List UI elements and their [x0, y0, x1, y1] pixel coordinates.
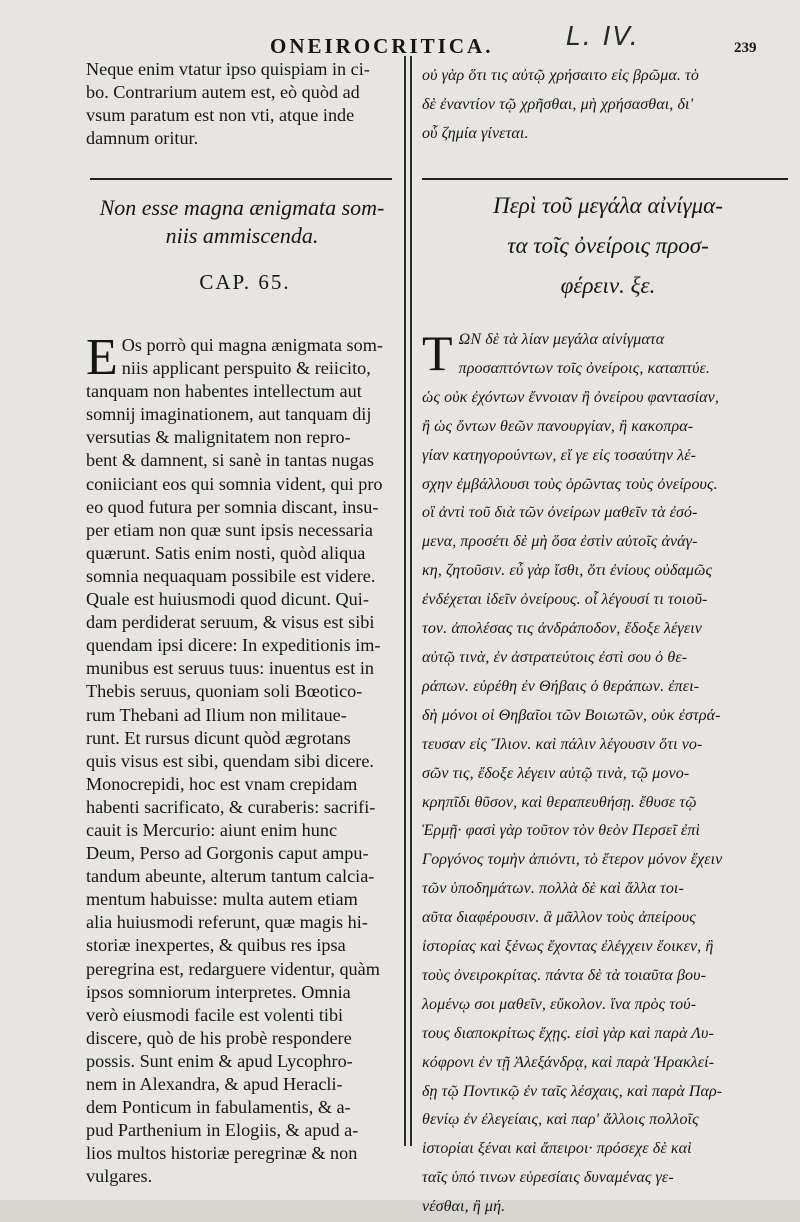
text-line: munibus est seruus tuus: inuentus est in — [86, 658, 374, 679]
text-line: mentum habuisse: multa autem etiam — [86, 889, 358, 910]
text-line: τευσαν εἰς Ἴλιον. καὶ πάλιν λέγουσιν ὅτι νο- — [422, 735, 703, 753]
text-line: Γοργόνος τομὴν ἀπιόντι, τὸ ἕτερον μόνον ἔχειν — [422, 851, 723, 869]
text-line: κόφρονι ἐν τῇ Ἀλεξάνδρᾳ, καὶ παρὰ Ἡρακλεί- — [422, 1053, 715, 1071]
latin-top-paragraph — [86, 58, 394, 150]
text-line: ἐνδέχεται ἰδεῖν ὀνείρους. οἷ λέγουσί τι τοιοῦ- — [422, 591, 708, 609]
text-line: αῦτα διαφέρουσιν. ἃ μᾶλλον τοὺς ἀπείρους — [422, 909, 696, 927]
text-line: quis visus est sibi, quendam sibi dicere. — [86, 750, 374, 771]
text-line: αὐτῷ τινὰ, ἐν ἀστρατεύτοις ἐστὶ σου ὁ θε- — [422, 648, 688, 666]
text-line: προσαπτόντων τοῖς ὀνείροις, καταπτύε. — [458, 359, 711, 377]
chapter-number: CAP. 65. — [199, 270, 291, 294]
text-line: per etiam non quæ sunt ipsis necessaria — [86, 519, 373, 540]
text-line: ράπων. εὑρέθη ἐν Θήβαις ὁ θεράπων. ἐπει- — [422, 677, 700, 695]
text-line: bo. Contrarium autem est, eò quòd ad — [86, 82, 360, 103]
text-line: Neque enim vtatur ipso quispiam in ci- — [86, 59, 370, 79]
text-line: somnij imaginationem, aut tanquam dij — [86, 404, 372, 425]
text-line: versutias & malignitatem non repro- — [86, 427, 351, 448]
text-line: δῃ τῷ Ποντικῷ ἐν ταῖς λέσχαις, καὶ παρὰ Παρ- — [422, 1082, 723, 1100]
drop-cap: E — [86, 329, 118, 386]
latin-chapter-heading — [92, 194, 392, 250]
text-line: σῶν τις, ἔδοξε λέγειν αὐτῷ τινὰ, τῷ μονο- — [422, 764, 690, 782]
text-line: δὲ ἐναντίον τῷ χρῆσθαι, μὴ χρήσασθαι, δι' — [422, 95, 694, 113]
text-line: eo quod futura per somnia discant, insu- — [86, 496, 379, 517]
page-number: 239 — [734, 40, 757, 56]
text-line: ἱστορίαι ξέναι καὶ ἄπειροι· πρόσεχε δὲ καὶ — [422, 1140, 692, 1158]
text-line: pud Parthenium in Elogiis, & apud a- — [86, 1120, 359, 1141]
text-line: κη, ζητοῦσιν. εὖ γὰρ ἴσθι, ὅτι ἐνίους οὐδαμῶς — [422, 562, 713, 580]
text-line: vsum paratum est non vti, atque inde — [86, 105, 355, 126]
text-line: ἢ ὡς ὄντων θεῶν πανουργίαν, ἢ κακοπρα- — [422, 417, 694, 435]
column-divider — [404, 56, 412, 1146]
text-line: cauit is Mercurio: aiunt enim hunc — [86, 819, 338, 840]
text-line: alia huiusmodi referunt, quæ magis hi- — [86, 912, 368, 933]
text-line: τους διαποκρίτως ἔχῃς. εἰσὶ γὰρ καὶ παρὰ Λυ- — [422, 1024, 714, 1042]
text-line: Thebis seruus, quoniam soli Bœotico- — [86, 681, 363, 702]
text-line: peregrina est, redarguere videntur, quàm — [86, 958, 380, 979]
text-line: κρηπῖδι θῦσον, καὶ θεραπευθήσῃ. ἔθυσε τῷ — [422, 793, 697, 811]
text-line: ΩΝ δὲ τὰ λίαν μεγάλα αἰνίγματα — [458, 331, 665, 348]
text-line: tanquam non habentes intellectum aut — [86, 381, 362, 402]
text-line: quærunt. Satis enim nosti, quòd aliqua — [86, 542, 366, 563]
text-line: vulgares. — [86, 1166, 153, 1187]
heading-line: Non esse magna ænigmata som- — [99, 195, 385, 220]
text-line: storiæ inexpertes, & quibus res ipsa — [86, 935, 346, 956]
text-line: Monocrepidi, hoc est vnam crepidam — [86, 773, 358, 794]
text-line: οἳ ἀντὶ τοῦ διὰ τῶν ὀνείρων μαθεῖν τὰ ἐσό- — [422, 504, 698, 522]
text-line: habenti sacrificato, & curaberis: sacrifi- — [86, 796, 376, 817]
text-line: quendam ipsi dicere: In expeditionis im- — [86, 635, 381, 656]
handwritten-note: L. IV. — [566, 22, 640, 52]
text-line: rum Thebani ad Ilium non militaue- — [86, 704, 347, 725]
text-line: possis. Sunt enim & apud Lycophro- — [86, 1050, 353, 1071]
text-line: νέσθαι, ἢ μή. — [422, 1198, 506, 1216]
text-line: τον. ἀπολέσας τις ἀνδράποδον, ἔδοξε λέγειν — [422, 620, 702, 638]
text-line: τῶν ὑποδημάτων. πολλὰ δὲ καὶ ἄλλα τοι- — [422, 880, 684, 898]
text-line: discere, quò de his probè respondere — [86, 1027, 352, 1048]
text-line: damnum oritur. — [86, 128, 199, 149]
text-line: bent & damnent, si sanè in tantas nugas — [86, 450, 374, 471]
text-line: ὡς οὐκ ἐχόντων ἔννοιαν ἢ ὀνείρου φαντασίαν, — [422, 388, 719, 406]
greek-body-text — [422, 325, 794, 1216]
text-line: ἱστορίας καὶ ξένως ἔχοντας ἐλέγχειν ἔοικεν, ἢ — [422, 938, 714, 956]
text-line: τοὺς ὀνειροκρίτας. πάντα δὲ τὰ τοιαῦτα βου- — [422, 966, 707, 984]
running-title: ONEIROCRITICA. — [270, 34, 494, 58]
text-line: coniiciant eos qui somnia vident, qui pro — [86, 473, 383, 494]
heading-line: niis ammiscenda. — [165, 223, 319, 248]
text-line: lios multos historiæ peregrinæ & non — [86, 1143, 358, 1164]
text-line: γίαν κατηγορούντων, εἴ γε εἰς τοσαύτην λέ- — [422, 446, 697, 464]
text-line: Quale est huiusmodi quod dicunt. Qui- — [86, 589, 369, 610]
text-line: ταῖς ὑπό τινων εὑρεσίαις δυναμένας γε- — [422, 1169, 674, 1187]
text-line: dem Ponticum in fabulamentis, & a- — [86, 1097, 351, 1118]
text-line: μενα, προσέτι δὲ μὴ ὅσα ἐστὶν αὐτοῖς ἀνάγ- — [422, 533, 698, 551]
text-line: verò eiusmodi facile est volenti tibi — [86, 1004, 344, 1025]
text-line: δὴ μόνοι οἱ Θηβαῖοι τῶν Βοιωτῶν, οὐκ ἐστρά- — [422, 706, 721, 724]
text-line: Deum, Perso ad Gorgonis caput ampu- — [86, 843, 369, 864]
text-line: nem in Alexandra, & apud Heracli- — [86, 1074, 343, 1094]
text-line: niis applicant perspuito & reiicito, — [121, 358, 371, 379]
text-line: somnia nequaquam possibile est videre. — [86, 565, 376, 586]
text-line: ipsos somniorum interpretes. Omnia — [86, 981, 351, 1002]
text-line: Os porrò qui magna ænigmata som- — [121, 335, 383, 355]
text-line: σχην ἐμβάλλουσι τοὺς ὁρῶντας τοὺς ὀνείρους. — [422, 475, 718, 493]
section-rule-greek — [422, 178, 788, 180]
text-line: tandum abeunte, alterum tantum calcia- — [86, 866, 375, 887]
text-line: οὗ ζημία γίνεται. — [422, 124, 529, 142]
text-line: θενίῳ ἐν ἐλεγείαις, καὶ παρ' ἄλλοις πολλοῖς — [422, 1111, 699, 1129]
section-rule-latin — [90, 178, 392, 180]
heading-line: φέρειν. ξε. — [560, 273, 656, 298]
text-line: runt. Et rursus dicunt quòd ægrotans — [86, 727, 351, 748]
drop-cap: Τ — [422, 325, 453, 381]
greek-chapter-heading — [422, 186, 794, 306]
latin-body-text — [86, 329, 394, 1187]
heading-line: τα τοῖς ὀνείροις προσ- — [507, 233, 709, 258]
text-line: λομένῳ σοι μαθεῖν, εὔκολον. ἵνα πρὸς τού- — [422, 995, 697, 1013]
text-line: Ἑρμῇ· φασὶ γὰρ τοῦτον τὸν θεὸν Περσεῖ ἐπὶ — [422, 822, 700, 840]
text-line: οὐ γὰρ ὅτι τις αὐτῷ χρήσαιτο εἰς βρῶμα. τὸ — [422, 67, 699, 84]
greek-top-paragraph — [422, 62, 794, 149]
heading-line: Περὶ τοῦ μεγάλα αἰνίγμα- — [493, 193, 723, 218]
text-line: dam perdiderat seruum, & visus est sibi — [86, 612, 375, 633]
